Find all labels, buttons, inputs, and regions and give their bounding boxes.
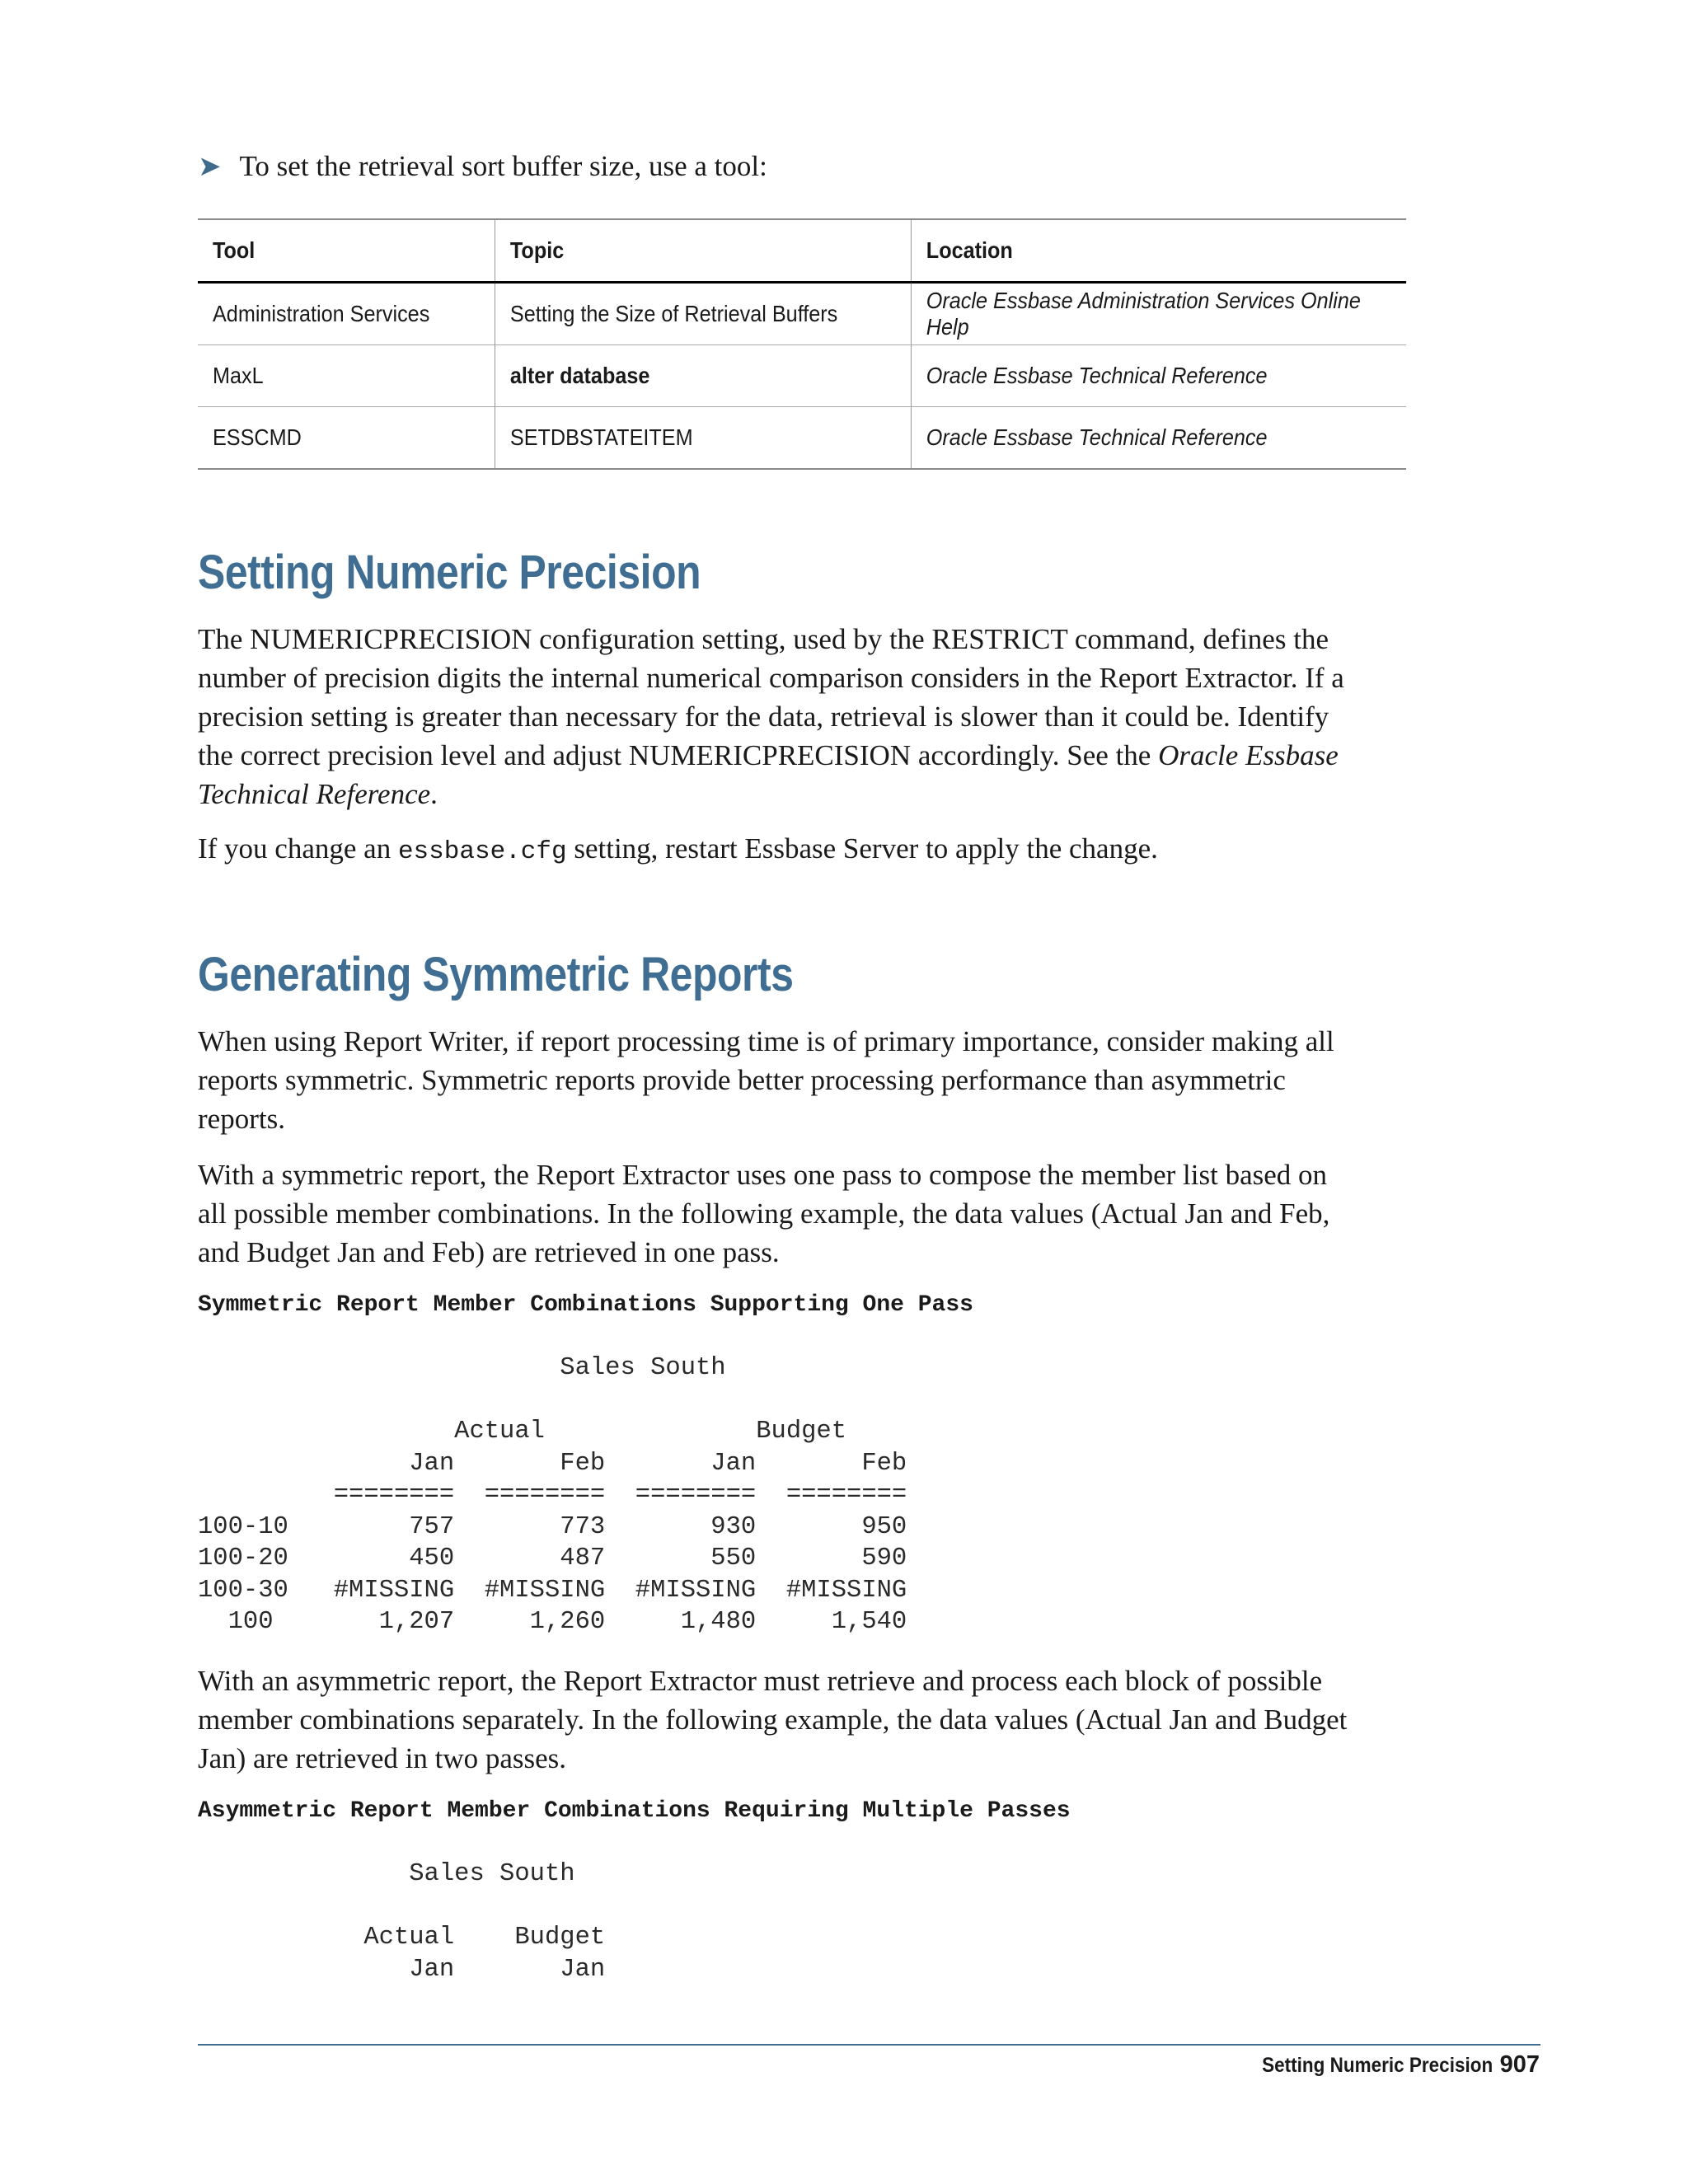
footer-divider: [198, 2044, 1540, 2046]
header-topic: Topic: [495, 219, 911, 283]
para-text: If you change an: [198, 832, 398, 865]
symmetric-intro-paragraph: When using Report Writer, if report processing time is of primary importance, consider making all reports symmetric. Symmetric reports provide better processing performance than asymmetric reports.: [198, 1025, 1334, 1135]
header-tool: Tool: [198, 219, 495, 283]
arrow-bullet-icon: ➤: [198, 150, 222, 183]
symmetric-explanation-paragraph: With a symmetric report, the Report Extractor uses one pass to compose the member list based on all possible member combinations. In the following example, the data values (Actual Jan and Feb, and Budget Jan and Feb) are retrieved in one pass.: [198, 1159, 1330, 1268]
procedure-step: [198, 148, 767, 185]
procedure-text: To set the retrieval sort buffer size, use a tool:: [239, 150, 767, 182]
table-row: [198, 283, 1406, 345]
asymmetric-report-example: Sales South Actual Budget Jan Jan: [363, 1860, 606, 1984]
example2-title: Asymmetric Report Member Combinations Requiring Multiple Passes: [198, 1798, 1071, 1824]
section-heading-symmetric-reports: Generating Symmetric Reports: [198, 948, 794, 1001]
table-row: [198, 345, 1406, 407]
page-number: 907: [1499, 2051, 1540, 2078]
cell-location: Oracle Essbase Technical Reference: [911, 345, 1406, 407]
tool-table: [198, 218, 1406, 470]
para-text-end: .: [430, 778, 438, 810]
numeric-precision-paragraph: [198, 620, 1352, 813]
cell-tool: MaxL: [198, 345, 495, 407]
cell-location: Oracle Essbase Technical Reference: [911, 407, 1406, 470]
restart-note-paragraph: [198, 829, 1352, 871]
cell-location: Oracle Essbase Administration Services Online Help: [911, 283, 1406, 345]
para-text-end: setting, restart Essbase Server to apply the change.: [566, 832, 1158, 865]
section-heading-numeric-precision: Setting Numeric Precision: [198, 546, 701, 599]
asymmetric-explanation-paragraph: With an asymmetric report, the Report Extractor must retrieve and process each block of possible member combinations separately. In the following example, the data values (Actual Jan and Budget Jan) are retrieved in two passes.: [198, 1665, 1348, 1774]
config-filename: essbase.cfg: [397, 837, 567, 866]
page-footer: [1236, 2050, 1540, 2080]
symmetric-report-example: Sales South Actual Budget Jan Feb Jan Feb ======== ======== ======== ======== 100-10 757 773 930 950 100-20 450 487 550 590 100-30 #MISSING #MISSING #MISSING #MISSING 100 1,207 1,260 1,480 1,540: [198, 1354, 907, 1636]
cell-topic: SETDBSTATEITEM: [495, 407, 911, 470]
cell-tool: Administration Services: [213, 301, 430, 326]
cell-topic: Setting the Size of Retrieval Buffers: [495, 283, 911, 345]
table-header-row: [198, 219, 1406, 283]
header-location: Location: [911, 219, 1406, 283]
table-row: [198, 407, 1406, 470]
para-text: The NUMERICPRECISION configuration setting, used by the RESTRICT command, defines the number of precision digits the internal numerical comparison considers in the Report Extractor. If a precision setting is greater than necessary for the data, retrieval is slower than it could be. Identify the correct precision level and adjust NUMERICPRECISION accordingly. See the: [198, 623, 1344, 771]
reference-title: Oracle Essbase Technical Reference: [198, 739, 1339, 810]
footer-section-title: Setting Numeric Precision: [1262, 2054, 1493, 2077]
example1-title: Symmetric Report Member Combinations Supporting One Pass: [198, 1292, 973, 1318]
cell-topic: alter database: [495, 345, 911, 407]
cell-tool: ESSCMD: [198, 407, 495, 470]
